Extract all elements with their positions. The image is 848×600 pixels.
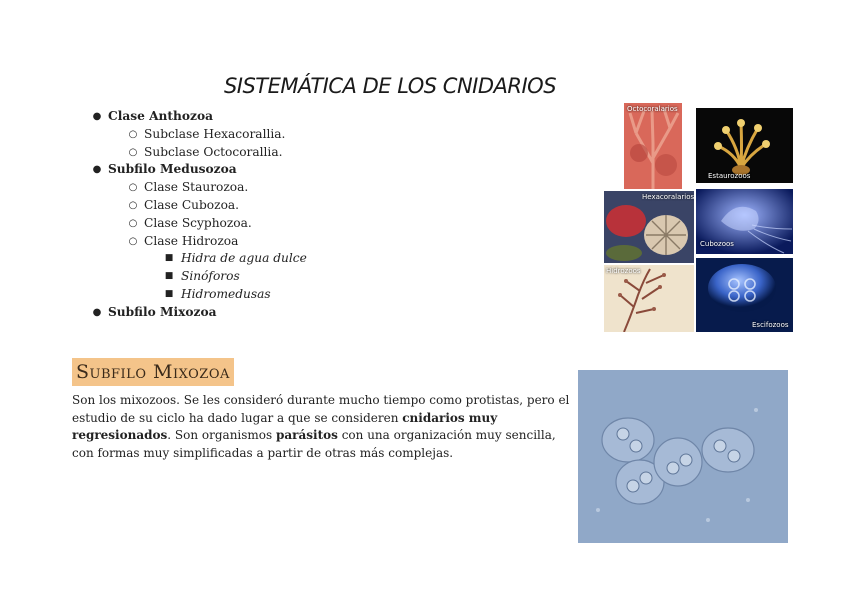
tile-label: Hidrozoos xyxy=(606,267,641,275)
bullet-disc-icon: ● xyxy=(92,111,102,122)
list-item: ● Subfilo Mixozoa xyxy=(90,304,307,322)
bullet-square-icon: ■ xyxy=(164,288,174,299)
list-item: ○ Clase Staurozoa. xyxy=(90,179,307,197)
hidrozoos-photo xyxy=(604,265,694,332)
taxonomy-outline xyxy=(90,108,307,322)
bullet-disc-icon: ● xyxy=(92,164,102,176)
list-item: ○ Clase Hidrozoa xyxy=(90,233,307,251)
bullet-circle-icon: ○ xyxy=(128,199,138,211)
list-item: ○ Subclase Octocorallia. xyxy=(90,144,307,162)
list-item: ● Subfilo Medusozoa xyxy=(90,161,307,179)
tile-label: Cubozoos xyxy=(700,240,734,248)
list-item: ■ Sinóforos xyxy=(90,268,307,286)
bullet-circle-icon: ○ xyxy=(128,128,138,140)
myxozoa-micrograph xyxy=(578,370,788,543)
list-item: ● Clase Anthozoa xyxy=(90,108,307,126)
bullet-circle-icon: ○ xyxy=(128,235,138,247)
list-item: ○ Subclase Hexacorallia. xyxy=(90,126,307,144)
bullet-square-icon: ■ xyxy=(164,253,174,264)
section-paragraph: Son los mixozoos. Se les consideró durante mucho tiempo como protistas, pero el estudio de su ciclo ha dado lugar a que se consideren cnidarios muy regresionados. Son organismos parásitos con una organización muy sencilla, con formas muy simplificadas a partir de otras más complejas. xyxy=(72,393,570,460)
tile-label: Escifozoos xyxy=(752,321,789,329)
escifozoos-photo xyxy=(696,258,793,332)
bullet-circle-icon: ○ xyxy=(128,146,138,158)
bullet-square-icon: ■ xyxy=(164,271,174,282)
tile-label: Octocoralarios xyxy=(627,105,678,113)
estaurozoos-photo xyxy=(696,108,793,183)
bullet-circle-icon: ○ xyxy=(128,217,138,229)
section-heading: Subfilo Mixozoa xyxy=(72,358,234,386)
cubozoos-photo xyxy=(696,189,793,254)
tile-label: Hexacoralarios xyxy=(642,193,694,201)
page-title: SISTEMÁTICA DE LOS CNIDARIOS xyxy=(223,74,557,98)
bullet-disc-icon: ● xyxy=(92,306,102,318)
tile-label: Estaurozoos xyxy=(708,172,751,180)
hexacoralarios-photo xyxy=(604,191,694,263)
list-item: ○ Clase Scyphozoa. xyxy=(90,215,307,233)
list-item: ■ Hidra de agua dulce xyxy=(90,250,307,268)
list-item: ○ Clase Cubozoa. xyxy=(90,197,307,215)
octocoralarios-photo xyxy=(624,103,682,189)
list-item: ■ Hidromedusas xyxy=(90,286,307,304)
bullet-circle-icon: ○ xyxy=(128,182,138,194)
